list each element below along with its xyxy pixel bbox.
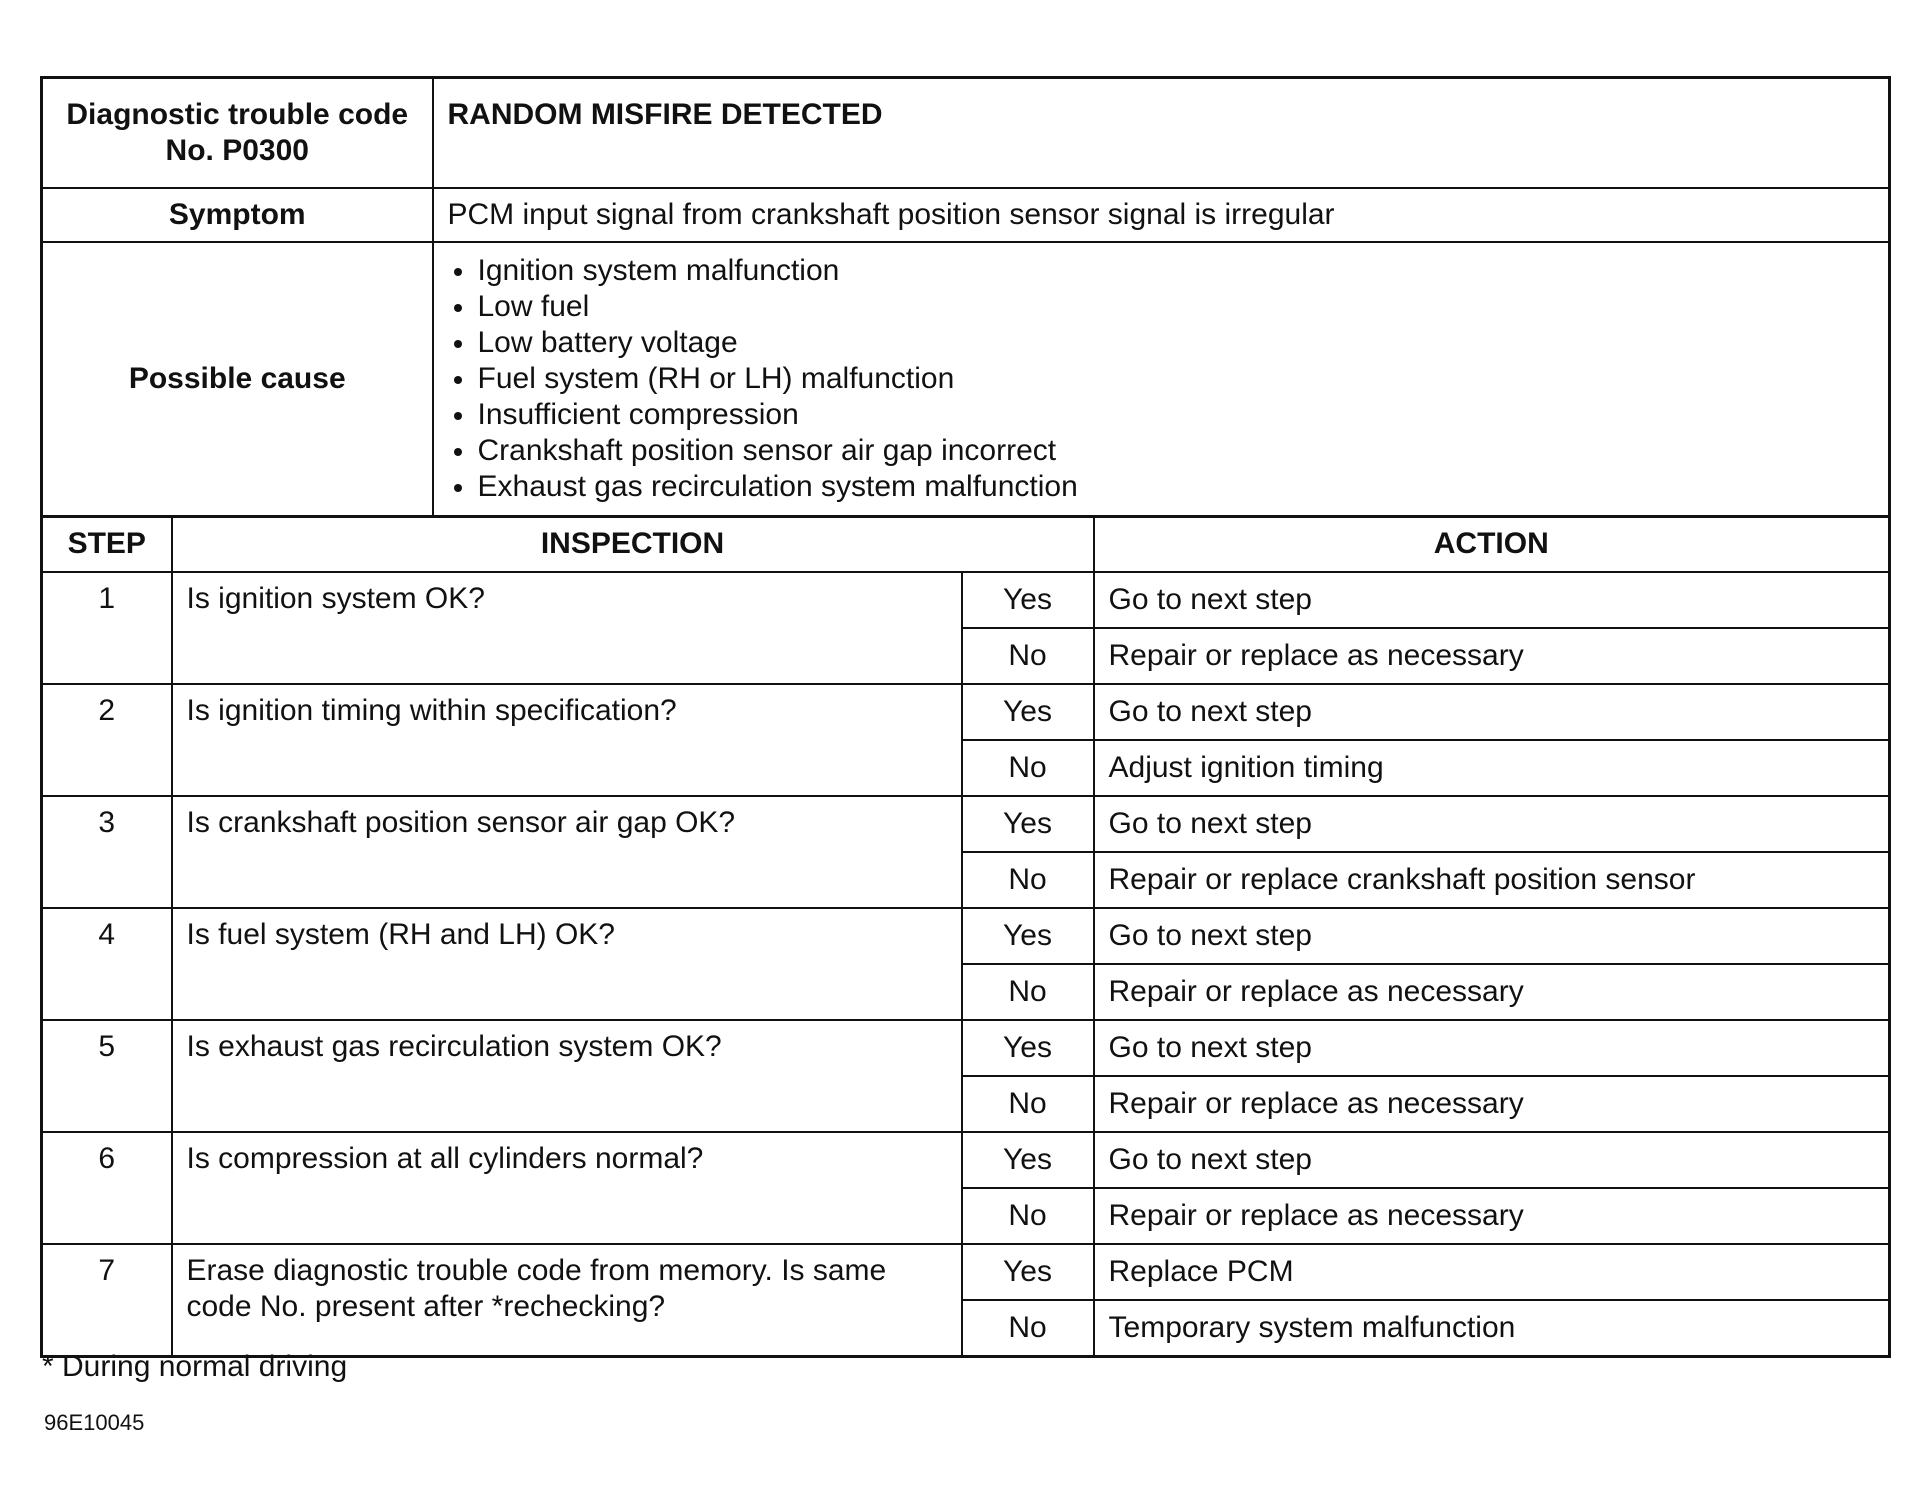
yes-action: Go to next step	[1094, 572, 1890, 628]
possible-cause-item: Exhaust gas recirculation system malfunction	[448, 469, 1875, 505]
step-number: 7	[42, 1244, 172, 1356]
step-number: 1	[42, 572, 172, 684]
possible-cause-item: Insufficient compression	[448, 397, 1875, 433]
column-header-step: STEP	[42, 516, 172, 572]
possible-cause-item: Crankshaft position sensor air gap incorrect	[448, 433, 1875, 469]
inspection-question: Is compression at all cylinders normal?	[172, 1132, 962, 1244]
dtc-row	[42, 78, 1890, 188]
step-number: 6	[42, 1132, 172, 1244]
possible-cause-row	[42, 242, 1890, 517]
no-action: Repair or replace crankshaft position sensor	[1094, 852, 1890, 908]
yes-action: Go to next step	[1094, 684, 1890, 740]
dtc-title: RANDOM MISFIRE DETECTED	[433, 78, 1890, 188]
no-label: No	[962, 852, 1094, 908]
yes-label: Yes	[962, 1244, 1094, 1300]
yes-label: Yes	[962, 1020, 1094, 1076]
no-label: No	[962, 1300, 1094, 1356]
yes-label: Yes	[962, 796, 1094, 852]
possible-cause-label: Possible cause	[42, 242, 433, 517]
step-number: 4	[42, 908, 172, 1020]
no-label: No	[962, 1076, 1094, 1132]
yes-label: Yes	[962, 1132, 1094, 1188]
no-action: Repair or replace as necessary	[1094, 628, 1890, 684]
step-number: 2	[42, 684, 172, 796]
no-label: No	[962, 740, 1094, 796]
table-row	[42, 1020, 1890, 1076]
inspection-question: Is fuel system (RH and LH) OK?	[172, 908, 962, 1020]
no-label: No	[962, 628, 1094, 684]
table-row	[42, 1132, 1890, 1188]
no-action: Adjust ignition timing	[1094, 740, 1890, 796]
no-label: No	[962, 964, 1094, 1020]
possible-cause-item: Fuel system (RH or LH) malfunction	[448, 361, 1875, 397]
no-action: Repair or replace as necessary	[1094, 1188, 1890, 1244]
possible-cause-list-cell	[433, 242, 1890, 517]
no-action: Repair or replace as necessary	[1094, 1076, 1890, 1132]
possible-cause-item: Low fuel	[448, 289, 1875, 325]
diagnostic-sheet	[40, 76, 1888, 1358]
yes-action: Go to next step	[1094, 908, 1890, 964]
no-action: Repair or replace as necessary	[1094, 964, 1890, 1020]
step-number: 3	[42, 796, 172, 908]
column-header-inspection: INSPECTION	[172, 516, 1094, 572]
yes-action: Go to next step	[1094, 796, 1890, 852]
dtc-header-table	[40, 76, 1891, 518]
possible-cause-item: Low battery voltage	[448, 325, 1875, 361]
yes-label: Yes	[962, 572, 1094, 628]
symptom-label: Symptom	[42, 188, 433, 242]
table-row	[42, 572, 1890, 628]
inspection-question: Is ignition system OK?	[172, 572, 962, 684]
column-header-row	[42, 516, 1890, 572]
table-row	[42, 684, 1890, 740]
yes-label: Yes	[962, 908, 1094, 964]
table-row	[42, 1244, 1890, 1300]
possible-cause-list	[448, 253, 1875, 505]
column-header-action: ACTION	[1094, 516, 1890, 572]
inspection-table	[40, 515, 1891, 1358]
yes-action: Go to next step	[1094, 1020, 1890, 1076]
no-label: No	[962, 1188, 1094, 1244]
steps-body	[42, 572, 1890, 1356]
yes-label: Yes	[962, 684, 1094, 740]
yes-action: Go to next step	[1094, 1132, 1890, 1188]
table-row	[42, 908, 1890, 964]
footnote: * During normal driving	[42, 1350, 348, 1383]
step-number: 5	[42, 1020, 172, 1132]
no-action: Temporary system malfunction	[1094, 1300, 1890, 1356]
symptom-row	[42, 188, 1890, 242]
symptom-text: PCM input signal from crankshaft position sensor signal is irregular	[433, 188, 1890, 242]
inspection-question: Erase diagnostic trouble code from memory. Is same code No. present after *rechecking?	[172, 1244, 962, 1356]
dtc-label: Diagnostic trouble code No. P0300	[42, 78, 433, 188]
inspection-question: Is ignition timing within specification?	[172, 684, 962, 796]
inspection-question: Is crankshaft position sensor air gap OK?	[172, 796, 962, 908]
inspection-question: Is exhaust gas recirculation system OK?	[172, 1020, 962, 1132]
table-row	[42, 796, 1890, 852]
figure-code: 96E10045	[44, 1410, 145, 1435]
possible-cause-item: Ignition system malfunction	[448, 253, 1875, 289]
yes-action: Replace PCM	[1094, 1244, 1890, 1300]
